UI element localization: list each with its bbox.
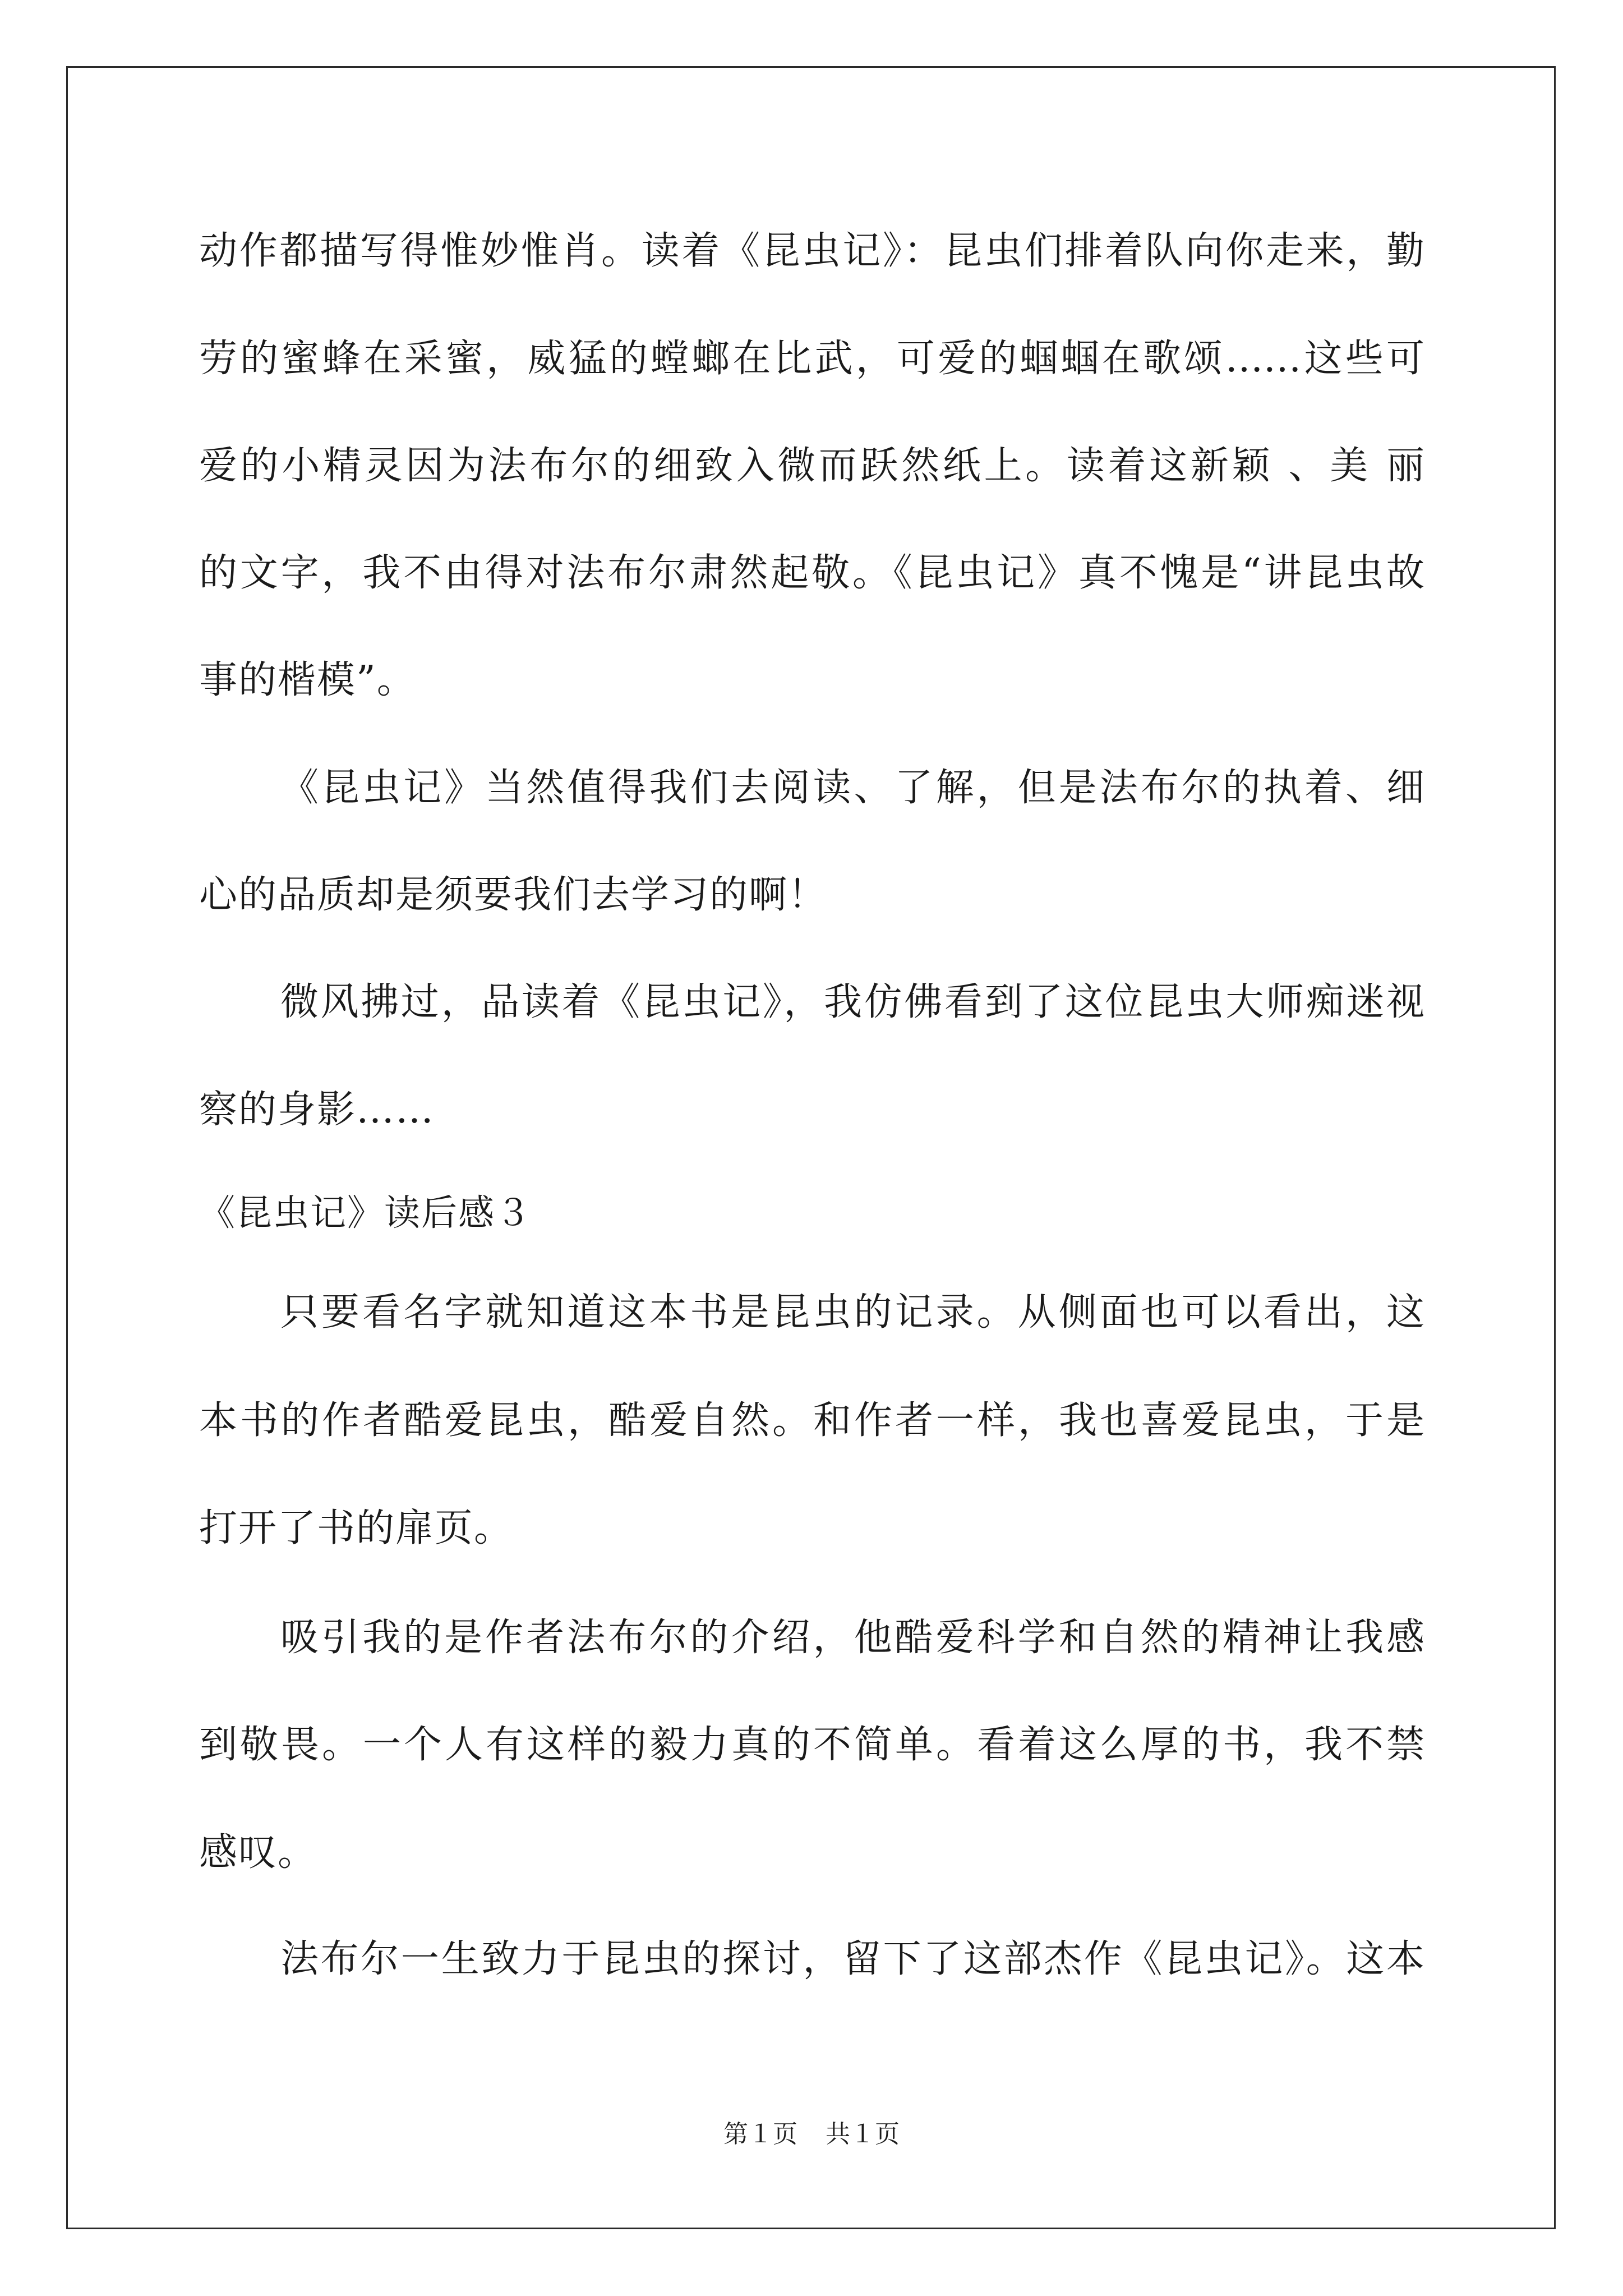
paragraph-line: 微风拂过，品读着《昆虫记》，我仿佛看到了这位昆虫大师痴迷视 (280, 980, 1424, 1024)
paragraph-line: 动作都描写得惟妙惟肖。读着《昆虫记》：昆虫们排着队向你走来，勤 (199, 229, 1424, 273)
paragraph-line: 到敬畏。一个人有这样的毅力真的不简单。看着这么厚的书，我不禁 (199, 1723, 1424, 1767)
paragraph-line: 只要看名字就知道这本书是昆虫的记录。从侧面也可以看出，这 (280, 1290, 1424, 1335)
paragraph-line: 吸引我的是作者法布尔的介绍，他酷爱科学和自然的精神让我感 (280, 1616, 1424, 1660)
page-total: 共１页 (826, 2120, 900, 2148)
paragraph-line: 的文字，我不由得对法布尔肃然起敬。《昆虫记》真不愧是“讲昆虫故 (199, 551, 1424, 595)
section-heading: 《昆虫记》读后感３ (199, 1193, 532, 1234)
paragraph-line: 劳的蜜蜂在采蜜，威猛的螳螂在比武，可爱的蝈蝈在歌颂……这些可 (199, 337, 1424, 381)
paragraph-line: 察的身影…… (199, 1088, 435, 1132)
paragraph-line: 法布尔一生致力于昆虫的探讨，留下了这部杰作《昆虫记》。这本 (280, 1937, 1424, 1981)
paragraph-line: 感叹。 (199, 1830, 317, 1875)
paragraph-line: 打开了书的扉页。 (199, 1506, 514, 1550)
paragraph-line: 爱的小精灵因为法布尔的细致入微而跃然纸上。读着这新颖 、美 丽 (199, 444, 1424, 488)
paragraph-line: 《昆虫记》当然值得我们去阅读、了解，但是法布尔的执着、细 (280, 766, 1424, 810)
page-number: 第１页 (723, 2120, 797, 2148)
paragraph-line: 心的品质却是须要我们去学习的啊！ (199, 873, 828, 917)
page-border (66, 66, 1556, 2229)
paragraph-line: 事的楷模”。 (199, 658, 416, 702)
page-footer (0, 2118, 1623, 2151)
paragraph-line: 本书的作者酷爱昆虫，酷爱自然。和作者一样，我也喜爱昆虫，于是 (199, 1398, 1424, 1443)
